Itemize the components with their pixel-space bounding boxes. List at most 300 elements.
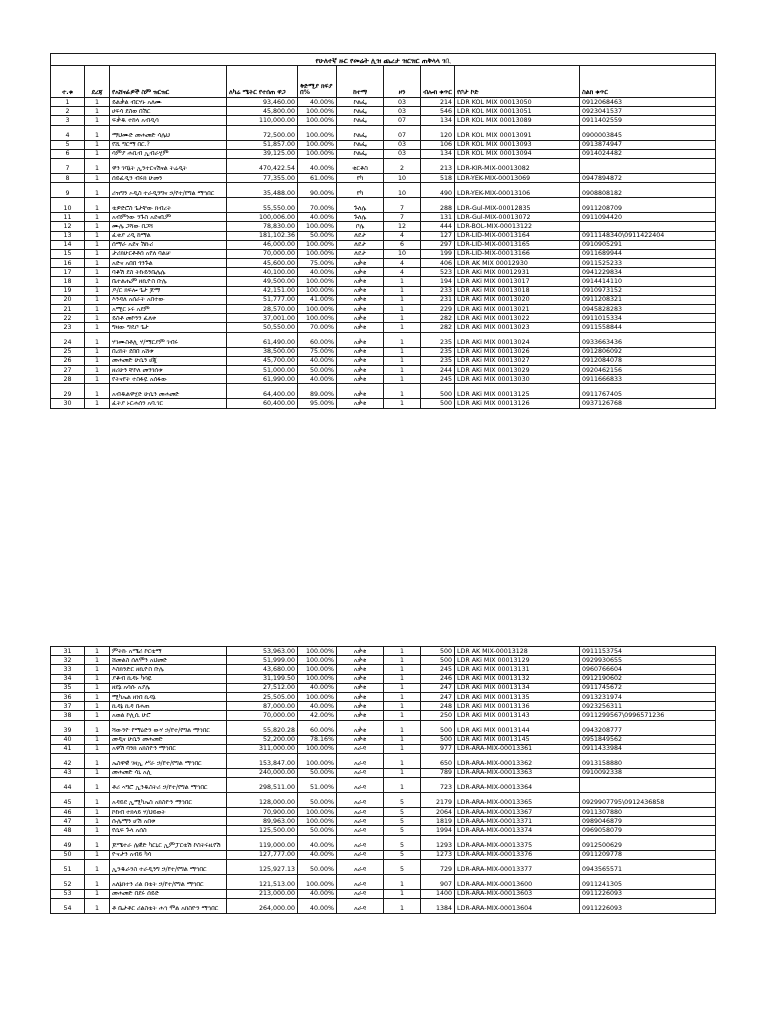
zone: 1 xyxy=(384,744,421,753)
city: አቃቂ xyxy=(337,399,384,408)
block-number: 233 xyxy=(421,286,455,295)
block-number: 1400 xyxy=(421,889,455,898)
block-number: 723 xyxy=(421,778,455,793)
price-per-sqm: 121,513.00 xyxy=(227,874,298,889)
zone: 1 xyxy=(384,735,421,744)
city: አቃቂ xyxy=(337,332,384,347)
table-row xyxy=(51,231,716,240)
price-per-sqm: 78,830.00 xyxy=(227,222,298,231)
advance-payment: 40.00% xyxy=(298,889,337,898)
winner-name: ፍቃዱ ተከላ አብዲሳ xyxy=(110,116,227,125)
zone: 5 xyxy=(384,826,421,835)
price-per-sqm: 128,000.00 xyxy=(227,793,298,808)
block-number: 500 xyxy=(421,647,455,656)
phone-number: 0912068463 xyxy=(580,98,716,107)
winner-name: አዳይደ ኢሚካኤስ አክስዮን ማኅበር xyxy=(110,793,227,808)
table-row xyxy=(51,744,716,753)
plot-code: LDR KOL MIX 00013091 xyxy=(455,125,580,140)
plot-code: LDR AKi MIX 00013136 xyxy=(455,702,580,711)
price-per-sqm: 181,102.36 xyxy=(227,231,298,240)
zone: 1 xyxy=(384,889,421,898)
plot-code: LDR-ARA-MIX-00013361 xyxy=(455,744,580,753)
block-number: 134 xyxy=(421,116,455,125)
winner-name: ማህሙድ መሐመድ ሳሌህ xyxy=(110,125,227,140)
table-row xyxy=(51,158,716,173)
phone-number: 0913231974 xyxy=(580,692,716,701)
price-per-sqm: 77,355.00 xyxy=(227,173,298,182)
price-per-sqm: 37,001.00 xyxy=(227,314,298,323)
city: የካ xyxy=(337,183,384,198)
table-row xyxy=(51,356,716,365)
plot-code: LDR AKi MIX 00013021 xyxy=(455,305,580,314)
block-number: 907 xyxy=(421,874,455,889)
table-row xyxy=(51,674,716,683)
plot-code: LDR-LID-MIX-00013166 xyxy=(455,249,580,258)
row-level: 1 xyxy=(85,240,110,249)
table-row xyxy=(51,277,716,286)
price-per-sqm: 45,700.00 xyxy=(227,356,298,365)
price-per-sqm: 51,777.00 xyxy=(227,295,298,304)
block-number: 247 xyxy=(421,692,455,701)
table-row xyxy=(51,720,716,735)
table-row xyxy=(51,889,716,898)
table-row xyxy=(51,149,716,158)
row-level: 1 xyxy=(85,768,110,777)
row-level: 1 xyxy=(85,826,110,835)
row-level: 1 xyxy=(85,231,110,240)
winner-name: ፈትያ ኑርሐሰን አባ.ገር xyxy=(110,399,227,408)
phone-number: 0951849562 xyxy=(580,735,716,744)
city: አራዳ xyxy=(337,817,384,826)
block-number: 500 xyxy=(421,384,455,399)
advance-payment: 100.00% xyxy=(298,314,337,323)
row-number: 39 xyxy=(51,720,85,735)
document-title: የሁለተኛ ዙር የመሬት ሊዝ ጨረታ ዝርዝር ጠቅላላ ገቢ xyxy=(51,54,716,66)
row-number: 22 xyxy=(51,314,85,323)
zone: 1 xyxy=(384,305,421,314)
winner-name: ኤስዋዊ ገዛኢ ሥራ ኃ/የተ/የግል ማኅበር xyxy=(110,753,227,768)
header-zone: ዞን xyxy=(384,66,421,98)
city: አቃቂ xyxy=(337,356,384,365)
block-number: 546 xyxy=(421,107,455,116)
table-row xyxy=(51,692,716,701)
phone-number: 0911209778 xyxy=(580,850,716,859)
block-number: 127 xyxy=(421,231,455,240)
phone-number: 0920462156 xyxy=(580,365,716,374)
winner-name: ሙሌ ጋሻው በጋሻ xyxy=(110,222,227,231)
winner-name: ሱሌማን ሆሽ አበቱ xyxy=(110,817,227,826)
block-number: 235 xyxy=(421,356,455,365)
block-number: 500 xyxy=(421,656,455,665)
row-level: 1 xyxy=(85,859,110,874)
winner-name: አብዱልዋሂድ ሁሴን መሐመድ xyxy=(110,384,227,399)
phone-number: 0947894872 xyxy=(580,173,716,182)
city: ጉለሌ xyxy=(337,198,384,213)
advance-payment: 60.00% xyxy=(298,720,337,735)
row-number: 47 xyxy=(51,817,85,826)
row-number: 37 xyxy=(51,702,85,711)
price-per-sqm: 52,200.00 xyxy=(227,735,298,744)
phone-number: 0911241305 xyxy=(580,874,716,889)
advance-payment: 50.00% xyxy=(298,768,337,777)
phone-number: 0911208321 xyxy=(580,295,716,304)
price-per-sqm: 127,777.00 xyxy=(227,850,298,859)
block-number: 282 xyxy=(421,314,455,323)
zone: 5 xyxy=(384,859,421,874)
city: አቃቂ xyxy=(337,365,384,374)
city: አራዳ xyxy=(337,793,384,808)
zone: 07 xyxy=(384,116,421,125)
row-number: 38 xyxy=(51,711,85,720)
advance-payment: 75.00% xyxy=(298,347,337,356)
row-number: 36 xyxy=(51,692,85,701)
price-per-sqm: 42,151.00 xyxy=(227,286,298,295)
plot-code: LDR AKi MIX 00013029 xyxy=(455,365,580,374)
row-number: 17 xyxy=(51,268,85,277)
phone-number: 0945828283 xyxy=(580,305,716,314)
price-per-sqm: 119,000.00 xyxy=(227,835,298,850)
row-number: 32 xyxy=(51,656,85,665)
advance-payment: 100.00% xyxy=(298,125,337,140)
winner-name: ሃገሙስቶሊ ሃ/ማርያም ገብሩ xyxy=(110,332,227,347)
plot-code: LDR AKi MIX 00013125 xyxy=(455,384,580,399)
plot-code: LDR AKi MIX 00013030 xyxy=(455,375,580,384)
row-level: 1 xyxy=(85,808,110,817)
zone: 10 xyxy=(384,173,421,182)
block-number: 1273 xyxy=(421,850,455,859)
zone: 1 xyxy=(384,375,421,384)
winner-name: ምትኩ አሜሪ ኮርቴማ xyxy=(110,647,227,656)
block-number: 977 xyxy=(421,744,455,753)
row-number: 43 xyxy=(51,768,85,777)
block-number: 247 xyxy=(421,683,455,692)
plot-code: LDR-ARA-MIX-00013374 xyxy=(455,826,580,835)
block-number: 199 xyxy=(421,249,455,258)
phone-number: 0923256311 xyxy=(580,702,716,711)
zone: 1 xyxy=(384,778,421,793)
winner-name: ሀፍሳ ደስወ በሽር xyxy=(110,107,227,116)
zone: 1 xyxy=(384,286,421,295)
zone: 1 xyxy=(384,711,421,720)
row-number: 34 xyxy=(51,674,85,683)
winner-name: ኢንዱራንስ ተራዲንግ ኃ/የተ/የግል ማኅበር xyxy=(110,859,227,874)
price-per-sqm: 27,512.00 xyxy=(227,683,298,692)
city: አራዳ xyxy=(337,835,384,850)
row-level: 1 xyxy=(85,665,110,674)
advance-payment: 100.00% xyxy=(298,116,337,125)
phone-number: 0911433984 xyxy=(580,744,716,753)
advance-payment: 100.00% xyxy=(298,665,337,674)
price-per-sqm: 60,400.00 xyxy=(227,399,298,408)
advance-payment: 78.16% xyxy=(298,735,337,744)
block-number: 789 xyxy=(421,768,455,777)
block-number: 1819 xyxy=(421,817,455,826)
advance-payment: 50.00% xyxy=(298,859,337,874)
table-row xyxy=(51,826,716,835)
winner-name: በረከት ደበበ አሸቱ xyxy=(110,347,227,356)
phone-number: 0911153754 xyxy=(580,647,716,656)
city: አቃቂ xyxy=(337,647,384,656)
plot-code: LDR KOL MIX 00013050 xyxy=(455,98,580,107)
table-row xyxy=(51,665,716,674)
advance-payment: 61.00% xyxy=(298,173,337,182)
winner-name: ሰማራ አደና ሽኩሪ xyxy=(110,240,227,249)
city: አቃቂ xyxy=(337,277,384,286)
zone: 1 xyxy=(384,277,421,286)
zone: 5 xyxy=(384,850,421,859)
row-level: 1 xyxy=(85,656,110,665)
row-number: 42 xyxy=(51,753,85,768)
row-number: 11 xyxy=(51,213,85,222)
header-city: ከተማ xyxy=(337,66,384,98)
plot-code: LDR-ARA-MIX-00013603 xyxy=(455,889,580,898)
plot-code: LDR AKi MIX 00013135 xyxy=(455,692,580,701)
advance-payment: 40.00% xyxy=(298,835,337,850)
price-per-sqm: 49,500.00 xyxy=(227,277,298,286)
advance-payment: 95.00% xyxy=(298,399,337,408)
advance-payment: 40.00% xyxy=(298,899,337,914)
table-row xyxy=(51,286,716,295)
row-number: 23 xyxy=(51,323,85,332)
block-number: 1293 xyxy=(421,835,455,850)
plot-code: LDR AKi MIX 00013134 xyxy=(455,683,580,692)
phone-number: 0908808182 xyxy=(580,183,716,198)
table-row xyxy=(51,213,716,222)
zone: 1 xyxy=(384,692,421,701)
table-row xyxy=(51,808,716,817)
row-number: 33 xyxy=(51,665,85,674)
plot-code: LDR AKi MIX 00013023 xyxy=(455,323,580,332)
row-level: 1 xyxy=(85,720,110,735)
table-row xyxy=(51,647,716,656)
table-row xyxy=(51,332,716,347)
row-level: 1 xyxy=(85,286,110,295)
phone-number: 0923041537 xyxy=(580,107,716,116)
row-level: 1 xyxy=(85,889,110,898)
phone-number: 0910973152 xyxy=(580,286,716,295)
phone-number: 0911767405 xyxy=(580,384,716,399)
row-level: 1 xyxy=(85,116,110,125)
row-level: 1 xyxy=(85,744,110,753)
row-level: 1 xyxy=(85,692,110,701)
table-row xyxy=(51,753,716,768)
winner-name: ቴዎድሮስ ጌታቸው ክብረት xyxy=(110,198,227,213)
price-per-sqm: 25,505.00 xyxy=(227,692,298,701)
plot-code: LDR-BOL-MIX-00013122 xyxy=(455,222,580,231)
advance-payment: 100.00% xyxy=(298,305,337,314)
row-level: 1 xyxy=(85,198,110,213)
city: ቦሌ xyxy=(337,222,384,231)
plot-code: LDR AKi MIX 00013017 xyxy=(455,277,580,286)
price-per-sqm: 50,550.00 xyxy=(227,323,298,332)
plot-code: LDR-ARA-MIX-00013375 xyxy=(455,835,580,850)
row-level: 1 xyxy=(85,702,110,711)
zone: 1 xyxy=(384,323,421,332)
phone-number: 0911226093 xyxy=(580,889,716,898)
plot-code: LDR-YEK-MIX-00013106 xyxy=(455,183,580,198)
header-phone-number: ስልክ ቁጥር xyxy=(580,66,716,98)
advance-payment: 40.00% xyxy=(298,213,337,222)
zone: 1 xyxy=(384,647,421,656)
phone-number: 0912500629 xyxy=(580,835,716,850)
block-number: 500 xyxy=(421,720,455,735)
zone: 7 xyxy=(384,198,421,213)
row-number: 51 xyxy=(51,859,85,874)
advance-payment: 100.00% xyxy=(298,222,337,231)
row-number: 31 xyxy=(51,647,85,656)
city: ለደታ xyxy=(337,240,384,249)
city: አራዳ xyxy=(337,744,384,753)
winner-name: አለኔክተን ሪል በቴት ኃ/የተ/የግል ማኅበር xyxy=(110,874,227,889)
plot-code: LDR AKi MIX 00013145 xyxy=(455,735,580,744)
phone-number: 0912084078 xyxy=(580,356,716,365)
lease-table-page-top xyxy=(50,53,716,409)
city: አራዳ xyxy=(337,850,384,859)
row-number: 20 xyxy=(51,295,85,304)
phone-number: 0943565571 xyxy=(580,859,716,874)
table-row xyxy=(51,222,716,231)
city: አቃቂ xyxy=(337,674,384,683)
zone: 1 xyxy=(384,753,421,768)
plot-code: LDR KOL MIX 00013051 xyxy=(455,107,580,116)
advance-payment: 100.00% xyxy=(298,140,337,149)
winner-name: አሚር ኑሩ አደም xyxy=(110,305,227,314)
row-level: 1 xyxy=(85,259,110,268)
row-level: 1 xyxy=(85,753,110,768)
phone-number: 0929907795\0912436858 xyxy=(580,793,716,808)
city: አራዳ xyxy=(337,899,384,914)
plot-code: LDR-ARA-MIX-00013363 xyxy=(455,768,580,777)
zone: 1 xyxy=(384,674,421,683)
advance-payment: 40.00% xyxy=(298,268,337,277)
row-number: 40 xyxy=(51,735,85,744)
header-block-number: ብሎክ ቁጥር xyxy=(421,66,455,98)
plot-code: LDR AKi MIX 00013024 xyxy=(455,332,580,347)
row-number: 49 xyxy=(51,835,85,850)
winner-name: ያቆብ ኪዳኑ ካሳዬ xyxy=(110,674,227,683)
plot-code: LDR-YEK-MIX-00013069 xyxy=(455,173,580,182)
zone: 07 xyxy=(384,125,421,140)
row-number: 45 xyxy=(51,793,85,808)
row-number: 24 xyxy=(51,332,85,347)
row-number: 46 xyxy=(51,808,85,817)
zone: 03 xyxy=(384,107,421,116)
row-number: 52 xyxy=(51,874,85,889)
plot-code: LDR AKi MIX 00013022 xyxy=(455,314,580,323)
table-row xyxy=(51,683,716,692)
advance-payment: 100.00% xyxy=(298,753,337,768)
phone-number: 0914024482 xyxy=(580,149,716,158)
phone-number: 0911666833 xyxy=(580,375,716,384)
row-number: 6 xyxy=(51,149,85,158)
plot-code: LDR AKi MIX 00013144 xyxy=(455,720,580,735)
row-level: 1 xyxy=(85,399,110,408)
city: አቃቂ xyxy=(337,375,384,384)
header-number: ተ.ቁ xyxy=(51,66,85,98)
phone-number xyxy=(580,222,716,231)
row-number: 14 xyxy=(51,240,85,249)
phone-number: 0912190602 xyxy=(580,674,716,683)
price-per-sqm: 45,800.00 xyxy=(227,107,298,116)
table-row xyxy=(51,98,716,107)
table-row xyxy=(51,384,716,399)
winner-name: አወል ኮሊሲ ሁሮ xyxy=(110,711,227,720)
price-per-sqm: 53,963.00 xyxy=(227,647,298,656)
plot-code: LDR AKi MIX 00013129 xyxy=(455,656,580,665)
phone-number: 0913158880 xyxy=(580,753,716,768)
winner-name: እንዳለ አሰራት አበተው xyxy=(110,295,227,304)
header-winner-name: የአሸናፊዎች ስም ዝርዝር xyxy=(110,66,227,98)
row-number: 10 xyxy=(51,198,85,213)
city: አቃቂ xyxy=(337,735,384,744)
row-level: 1 xyxy=(85,305,110,314)
price-per-sqm: 46,000.00 xyxy=(227,240,298,249)
block-number: 500 xyxy=(421,399,455,408)
block-number: 650 xyxy=(421,753,455,768)
zone: 1 xyxy=(384,768,421,777)
winner-name: ባቆሽ ደስ ትኩይንቤሌሌ xyxy=(110,268,227,277)
block-number: 229 xyxy=(421,305,455,314)
row-level: 1 xyxy=(85,323,110,332)
table-row xyxy=(51,347,716,356)
winner-name: ቶሪ ኣግሮ ኢንዱስትሪ ኃ/የተ/የግል ማኅበር xyxy=(110,778,227,793)
winner-name: ሚካኤል ዘነበ ኪዳኔ xyxy=(110,692,227,701)
plot-code: LDR-LID-MIX-00013165 xyxy=(455,240,580,249)
block-number: 246 xyxy=(421,674,455,683)
city: አቃቂ xyxy=(337,665,384,674)
lease-table-page-bottom xyxy=(50,646,716,914)
row-level: 1 xyxy=(85,173,110,182)
phone-number: 0911402559 xyxy=(580,116,716,125)
city: አቃቂ xyxy=(337,323,384,332)
advance-payment: 90.00% xyxy=(298,183,337,198)
price-per-sqm: 311,000.00 xyxy=(227,744,298,753)
price-per-sqm: 89,963.00 xyxy=(227,817,298,826)
price-per-sqm: 61,990.00 xyxy=(227,375,298,384)
block-number: 518 xyxy=(421,173,455,182)
row-level: 1 xyxy=(85,268,110,277)
city: የካ xyxy=(337,173,384,182)
table-row xyxy=(51,899,716,914)
row-number: 44 xyxy=(51,778,85,793)
row-number: 50 xyxy=(51,850,85,859)
advance-payment: 40.00% xyxy=(298,356,337,365)
plot-code: LDR KOL MIX 00013094 xyxy=(455,149,580,158)
block-number: 288 xyxy=(421,198,455,213)
zone: 1 xyxy=(384,356,421,365)
price-per-sqm: 64,400.00 xyxy=(227,384,298,399)
plot-code: LDR AKi MIX 00012931 xyxy=(455,268,580,277)
row-level: 1 xyxy=(85,850,110,859)
winner-name: ቤተልሔም ዘኪዮስ ቡሌ xyxy=(110,277,227,286)
row-level: 1 xyxy=(85,140,110,149)
block-number: 297 xyxy=(421,240,455,249)
row-level: 1 xyxy=(85,277,110,286)
table-row xyxy=(51,249,716,258)
advance-payment: 40.00% xyxy=(298,98,337,107)
table-row xyxy=(51,399,716,408)
row-level: 1 xyxy=(85,149,110,158)
advance-payment: 100.00% xyxy=(298,692,337,701)
winner-name: እስክንድር ዘኪዮስ ቡሌ xyxy=(110,665,227,674)
zone: 03 xyxy=(384,140,421,149)
plot-code: LDR-ARA-MIX-00013364 xyxy=(455,778,580,793)
row-level: 1 xyxy=(85,778,110,793)
zone: 1 xyxy=(384,656,421,665)
table-row xyxy=(51,259,716,268)
advance-payment: 50.00% xyxy=(298,231,337,240)
block-number: 406 xyxy=(421,259,455,268)
